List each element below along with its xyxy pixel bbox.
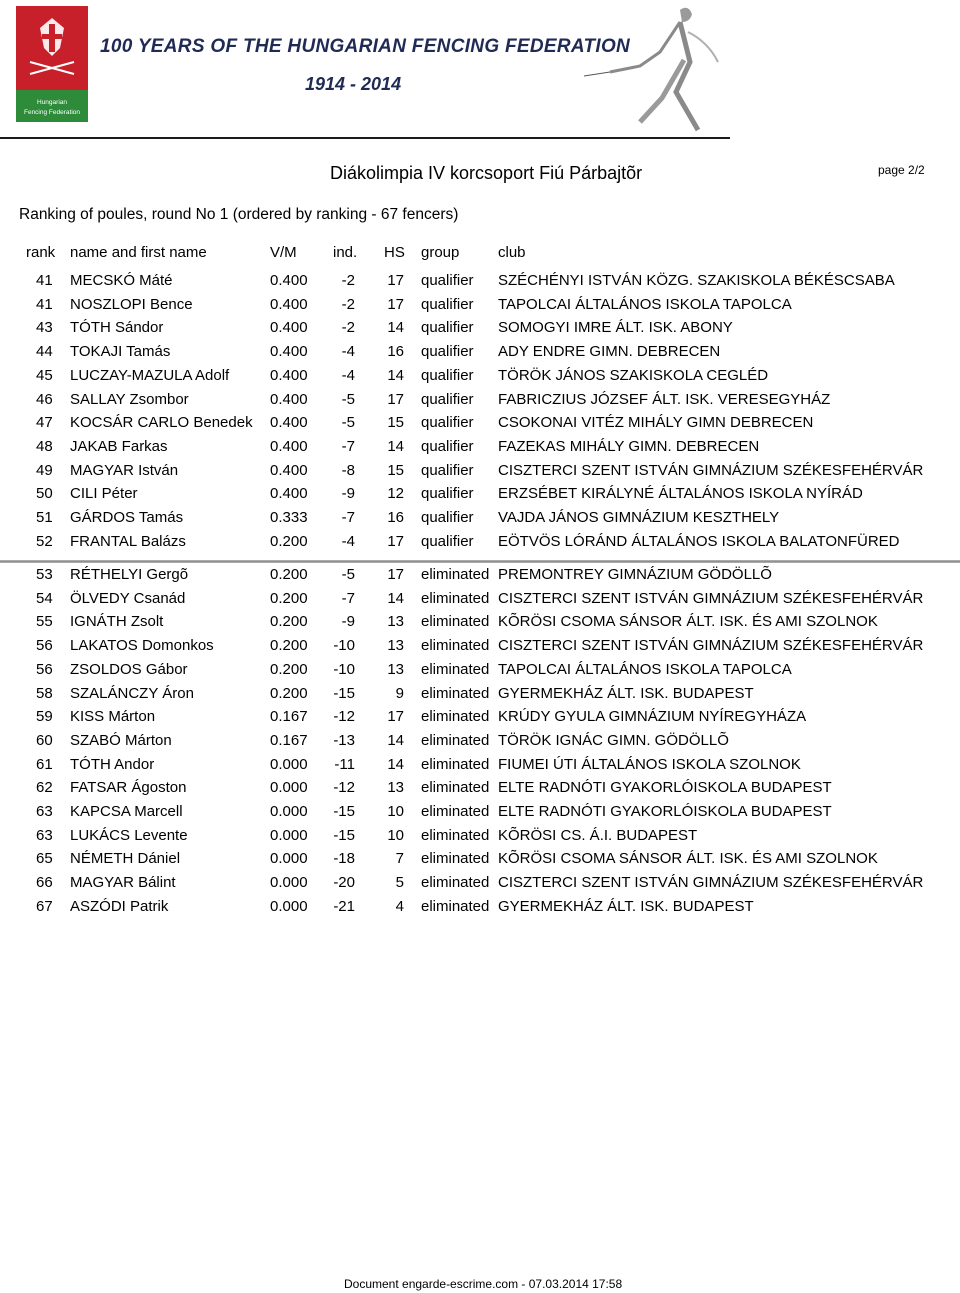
- cell-rank: 51: [36, 509, 53, 526]
- cell-rank: 63: [36, 803, 53, 820]
- cell-name: FRANTAL Balázs: [70, 532, 186, 550]
- cell-ind: -2: [341, 295, 355, 313]
- cell-hs: 17: [387, 272, 404, 289]
- cell-vm: 0.167: [270, 708, 308, 726]
- cell-club: KRÚDY GYULA GIMNÁZIUM NYÍREGYHÁZA: [498, 708, 807, 726]
- cell-name: KISS Márton: [70, 708, 156, 726]
- cell-club: FABRICZIUS JÓZSEF ÁLT. ISK. VERESEGYHÁZ: [498, 390, 831, 408]
- cell-vm: 0.000: [270, 803, 308, 820]
- banner-title: 100 YEARS OF THE HUNGARIAN FENCING FEDERATION: [100, 36, 631, 57]
- cell-club: SOMOGYI IMRE ÁLT. ISK. ABONY: [498, 319, 733, 337]
- cell-club: ELTE RADNÓTI GYAKORLÓISKOLA BUDAPEST: [498, 779, 832, 797]
- cell-name: LAKATOS Domonkos: [70, 637, 214, 655]
- cell-name: RÉTHELYI Gergõ: [70, 566, 189, 583]
- table-row: [0, 827, 960, 850]
- cell-group: eliminated: [421, 613, 490, 631]
- cell-vm: 0.000: [270, 826, 308, 844]
- cell-vm: 0.400: [270, 390, 308, 408]
- cell-club: TÖRÖK JÁNOS SZAKISKOLA CEGLÉD: [498, 366, 769, 384]
- cell-group: qualifier: [421, 319, 474, 337]
- cell-group: eliminated: [421, 803, 490, 820]
- cell-name: SZABÓ Márton: [70, 731, 172, 749]
- cell-name: MECSKÓ Máté: [70, 272, 173, 289]
- cell-hs: 13: [387, 779, 404, 797]
- cell-group: qualifier: [421, 295, 474, 313]
- cell-name: SALLAY Zsombor: [70, 390, 189, 408]
- cell-hs: 16: [387, 343, 404, 361]
- cell-ind: -9: [341, 613, 355, 631]
- cell-rank: 45: [36, 366, 53, 384]
- cell-ind: -12: [333, 708, 355, 726]
- cell-vm: 0.000: [270, 874, 308, 892]
- cell-hs: 15: [387, 414, 404, 432]
- banner-years: 1914 - 2014: [305, 74, 402, 94]
- table-row: [0, 590, 960, 613]
- cell-ind: -10: [333, 660, 355, 678]
- cell-rank: 67: [36, 897, 53, 915]
- table-row: [0, 756, 960, 779]
- cell-club: TÖRÖK IGNÁC GIMN. GÖDÖLLÕ: [498, 731, 729, 749]
- table-row: [0, 898, 960, 921]
- cell-rank: 59: [36, 708, 53, 726]
- cell-ind: -7: [341, 437, 355, 455]
- cell-rank: 41: [36, 295, 53, 313]
- cell-name: CILI Péter: [70, 485, 138, 503]
- cell-hs: 9: [395, 684, 404, 702]
- cell-vm: 0.000: [270, 897, 308, 915]
- cell-ind: -4: [341, 532, 355, 550]
- federation-logo: [12, 4, 92, 128]
- cell-group: qualifier: [421, 390, 474, 408]
- cell-name: KOCSÁR CARLO Benedek: [70, 414, 253, 432]
- cell-club: FAZEKAS MIHÁLY GIMN. DEBRECEN: [498, 437, 760, 455]
- cell-group: qualifier: [421, 366, 474, 384]
- cell-hs: 17: [387, 295, 404, 313]
- cell-hs: 5: [395, 874, 404, 892]
- cell-club: GYERMEKHÁZ ÁLT. ISK. BUDAPEST: [498, 897, 754, 915]
- header-group: group: [421, 244, 460, 261]
- cell-hs: 17: [387, 390, 404, 408]
- cell-club: KÕRÖSI CSOMA SÁNSOR ÁLT. ISK. ÉS AMI SZOLNOK: [498, 850, 878, 868]
- table-row: [0, 566, 960, 589]
- cell-club: TAPOLCAI ÁLTALÁNOS ISKOLA TAPOLCA: [498, 295, 792, 313]
- cell-vm: 0.200: [270, 660, 308, 678]
- cell-ind: -4: [341, 366, 355, 384]
- cell-vm: 0.200: [270, 637, 308, 655]
- cell-group: qualifier: [421, 509, 474, 526]
- table-row: [0, 637, 960, 660]
- table-row: [0, 319, 960, 342]
- cell-ind: -21: [333, 897, 355, 915]
- cell-group: qualifier: [421, 461, 474, 479]
- cell-vm: 0.333: [270, 509, 308, 526]
- header-rank: rank: [26, 244, 56, 261]
- cell-ind: -7: [341, 589, 355, 607]
- table-row: [0, 391, 960, 414]
- cell-group: qualifier: [421, 414, 474, 432]
- cell-club: SZÉCHÉNYI ISTVÁN KÖZG. SZAKISKOLA BÉKÉSCSABA: [498, 272, 895, 289]
- logo-line1: Hungarian: [37, 99, 67, 106]
- cell-group: eliminated: [421, 755, 490, 773]
- cell-group: eliminated: [421, 731, 490, 749]
- cell-rank: 50: [36, 485, 53, 503]
- cell-hs: 17: [387, 532, 404, 550]
- cell-ind: -20: [333, 874, 355, 892]
- cell-group: eliminated: [421, 566, 490, 583]
- table-row: [0, 874, 960, 897]
- cell-rank: 47: [36, 414, 53, 432]
- cell-ind: -15: [333, 684, 355, 702]
- cell-ind: -12: [333, 779, 355, 797]
- table-row: [0, 613, 960, 636]
- cell-ind: -11: [334, 755, 355, 773]
- table-row: [0, 414, 960, 437]
- cell-ind: -2: [341, 319, 355, 337]
- cell-vm: 0.200: [270, 684, 308, 702]
- header-club: club: [498, 244, 526, 261]
- cell-group: eliminated: [421, 637, 490, 655]
- cell-ind: -18: [333, 850, 355, 868]
- cell-vm: 0.400: [270, 295, 308, 313]
- cell-vm: 0.400: [270, 461, 308, 479]
- cell-ind: -10: [333, 637, 355, 655]
- cell-name: SZALÁNCZY Áron: [70, 684, 194, 702]
- cell-hs: 14: [387, 366, 404, 384]
- cell-vm: 0.400: [270, 272, 308, 289]
- cell-ind: -5: [341, 566, 355, 583]
- cell-name: FATSAR Ágoston: [70, 779, 187, 797]
- cell-club: CISZTERCI SZENT ISTVÁN GIMNÁZIUM SZÉKESFEHÉRVÁR: [498, 637, 924, 655]
- cell-ind: -13: [333, 731, 355, 749]
- cell-club: GYERMEKHÁZ ÁLT. ISK. BUDAPEST: [498, 684, 754, 702]
- cell-rank: 41: [36, 272, 53, 289]
- cell-group: eliminated: [421, 684, 490, 702]
- cell-club: CISZTERCI SZENT ISTVÁN GIMNÁZIUM SZÉKESFEHÉRVÁR: [498, 589, 924, 607]
- cell-hs: 14: [387, 589, 404, 607]
- cell-hs: 10: [387, 803, 404, 820]
- cell-ind: -4: [341, 343, 355, 361]
- header-vm: V/M: [270, 244, 297, 261]
- cell-group: qualifier: [421, 437, 474, 455]
- cell-group: eliminated: [421, 708, 490, 726]
- qualification-divider: [0, 560, 960, 563]
- cell-name: TÓTH Sándor: [70, 319, 164, 337]
- table-row: [0, 661, 960, 684]
- cell-group: qualifier: [421, 532, 474, 550]
- document-footer: Document engarde-escrime.com - 07.03.2014 17:58: [344, 1277, 623, 1291]
- cell-rank: 58: [36, 684, 53, 702]
- table-row: [0, 685, 960, 708]
- cell-vm: 0.200: [270, 566, 308, 583]
- cell-rank: 46: [36, 390, 53, 408]
- cell-name: NÉMETH Dániel: [70, 850, 181, 868]
- cell-ind: -15: [333, 803, 355, 820]
- cell-vm: 0.400: [270, 319, 308, 337]
- cell-hs: 15: [387, 461, 404, 479]
- cell-group: eliminated: [421, 779, 490, 797]
- cell-ind: -2: [341, 272, 355, 289]
- cell-vm: 0.400: [270, 366, 308, 384]
- ranking-subtitle: Ranking of poules, round No 1 (ordered by ranking - 67 fencers): [19, 206, 459, 223]
- cell-vm: 0.400: [270, 343, 308, 361]
- cell-vm: 0.000: [270, 755, 308, 773]
- cell-hs: 7: [395, 850, 404, 868]
- cell-name: LUCZAY-MAZULA Adolf: [70, 366, 230, 384]
- cell-club: CISZTERCI SZENT ISTVÁN GIMNÁZIUM SZÉKESFEHÉRVÁR: [498, 461, 924, 479]
- cell-rank: 53: [36, 566, 53, 583]
- cell-group: qualifier: [421, 272, 474, 289]
- cell-hs: 13: [387, 637, 404, 655]
- cell-ind: -7: [341, 509, 355, 526]
- table-row: [0, 708, 960, 731]
- cell-group: eliminated: [421, 826, 490, 844]
- cell-rank: 62: [36, 779, 53, 797]
- cell-club: EÖTVÖS LÓRÁND ÁLTALÁNOS ISKOLA BALATONFÜRED: [498, 532, 900, 550]
- cell-group: eliminated: [421, 874, 490, 892]
- cell-vm: 0.400: [270, 485, 308, 503]
- table-row: [0, 485, 960, 508]
- cell-ind: -5: [341, 390, 355, 408]
- cell-name: ÖLVEDY Csanád: [70, 589, 186, 607]
- table-row: [0, 462, 960, 485]
- cell-name: ASZÓDI Patrik: [70, 897, 169, 915]
- page-number: page 2/2: [878, 163, 925, 177]
- cell-club: KÕRÖSI CS. Á.I. BUDAPEST: [498, 826, 698, 844]
- cell-club: TAPOLCAI ÁLTALÁNOS ISKOLA TAPOLCA: [498, 660, 792, 678]
- cell-rank: 49: [36, 461, 53, 479]
- table-row: [0, 296, 960, 319]
- cell-vm: 0.000: [270, 850, 308, 868]
- cell-name: TOKAJI Tamás: [70, 343, 171, 361]
- header-ind: ind.: [333, 244, 358, 261]
- cell-rank: 56: [36, 660, 53, 678]
- cell-vm: 0.200: [270, 589, 308, 607]
- cell-rank: 56: [36, 637, 53, 655]
- cell-ind: -8: [341, 461, 355, 479]
- table-row: [0, 803, 960, 826]
- table-row: [0, 343, 960, 366]
- table-row: [0, 850, 960, 873]
- cell-rank: 61: [36, 755, 53, 773]
- cell-group: eliminated: [421, 660, 490, 678]
- cell-hs: 14: [387, 319, 404, 337]
- table-row: [0, 438, 960, 461]
- cell-group: qualifier: [421, 343, 474, 361]
- cell-club: KÕRÖSI CSOMA SÁNSOR ÁLT. ISK. ÉS AMI SZOLNOK: [498, 613, 878, 631]
- cell-name: MAGYAR István: [70, 461, 179, 479]
- cell-rank: 55: [36, 613, 53, 631]
- cell-rank: 66: [36, 874, 53, 892]
- cell-vm: 0.167: [270, 731, 308, 749]
- cell-rank: 43: [36, 319, 53, 337]
- cell-vm: 0.200: [270, 613, 308, 631]
- cell-rank: 60: [36, 731, 53, 749]
- cell-ind: -15: [333, 826, 355, 844]
- table-row: [0, 533, 960, 556]
- cell-hs: 14: [387, 755, 404, 773]
- cell-club: VAJDA JÁNOS GIMNÁZIUM KESZTHELY: [498, 509, 780, 526]
- cell-name: MAGYAR Bálint: [70, 874, 176, 892]
- cell-club: FIUMEI ÚTI ÁLTALÁNOS ISKOLA SZOLNOK: [498, 755, 801, 773]
- cell-rank: 65: [36, 850, 53, 868]
- cell-hs: 14: [387, 437, 404, 455]
- banner-rule: [0, 137, 730, 139]
- cell-vm: 0.400: [270, 414, 308, 432]
- cell-hs: 10: [387, 826, 404, 844]
- cell-vm: 0.400: [270, 437, 308, 455]
- cell-vm: 0.200: [270, 532, 308, 550]
- cell-hs: 17: [387, 566, 404, 583]
- cell-group: qualifier: [421, 485, 474, 503]
- cell-group: eliminated: [421, 589, 490, 607]
- table-row: [0, 272, 960, 295]
- table-row: [0, 367, 960, 390]
- cell-hs: 12: [387, 485, 404, 503]
- cell-club: PREMONTREY GIMNÁZIUM GÖDÖLLÕ: [498, 566, 772, 583]
- cell-hs: 16: [387, 509, 404, 526]
- federation-banner: [0, 0, 960, 140]
- cell-club: ADY ENDRE GIMN. DEBRECEN: [498, 343, 721, 361]
- cell-rank: 48: [36, 437, 53, 455]
- cell-club: CSOKONAI VITÉZ MIHÁLY GIMN DEBRECEN: [498, 414, 814, 432]
- table-row: [0, 509, 960, 532]
- cell-name: KAPCSA Marcell: [70, 803, 183, 820]
- cell-group: eliminated: [421, 850, 490, 868]
- cell-rank: 44: [36, 343, 53, 361]
- cell-vm: 0.000: [270, 779, 308, 797]
- header-hs: HS: [384, 244, 405, 261]
- cell-hs: 14: [387, 731, 404, 749]
- cell-name: IGNÁTH Zsolt: [70, 613, 164, 631]
- cell-hs: 17: [387, 708, 404, 726]
- cell-name: NOSZLOPI Bence: [70, 295, 193, 313]
- cell-club: CISZTERCI SZENT ISTVÁN GIMNÁZIUM SZÉKESFEHÉRVÁR: [498, 874, 924, 892]
- cell-hs: 13: [387, 613, 404, 631]
- cell-group: eliminated: [421, 897, 490, 915]
- competition-title: Diákolimpia IV korcsoport Fiú Párbajtõr: [330, 163, 643, 183]
- cell-name: GÁRDOS Tamás: [70, 509, 184, 526]
- cell-rank: 54: [36, 589, 53, 607]
- cell-club: ERZSÉBET KIRÁLYNÉ ÁLTALÁNOS ISKOLA NYÍRÁD: [498, 485, 863, 503]
- cell-ind: -5: [341, 414, 355, 432]
- fencer-silhouette-icon: [580, 2, 730, 136]
- cell-hs: 4: [395, 897, 404, 915]
- cell-name: LUKÁCS Levente: [70, 826, 188, 844]
- cell-club: ELTE RADNÓTI GYAKORLÓISKOLA BUDAPEST: [498, 803, 832, 820]
- cell-rank: 63: [36, 826, 53, 844]
- header-name: name and first name: [70, 244, 207, 261]
- cell-name: JAKAB Farkas: [70, 437, 168, 455]
- cell-name: ZSOLDOS Gábor: [70, 660, 188, 678]
- table-row: [0, 779, 960, 802]
- cell-name: TÓTH Andor: [70, 755, 155, 773]
- cell-ind: -9: [341, 485, 355, 503]
- table-row: [0, 732, 960, 755]
- cell-rank: 52: [36, 532, 53, 550]
- logo-line2: Fencing Federation: [23, 109, 81, 116]
- cell-hs: 13: [387, 660, 404, 678]
